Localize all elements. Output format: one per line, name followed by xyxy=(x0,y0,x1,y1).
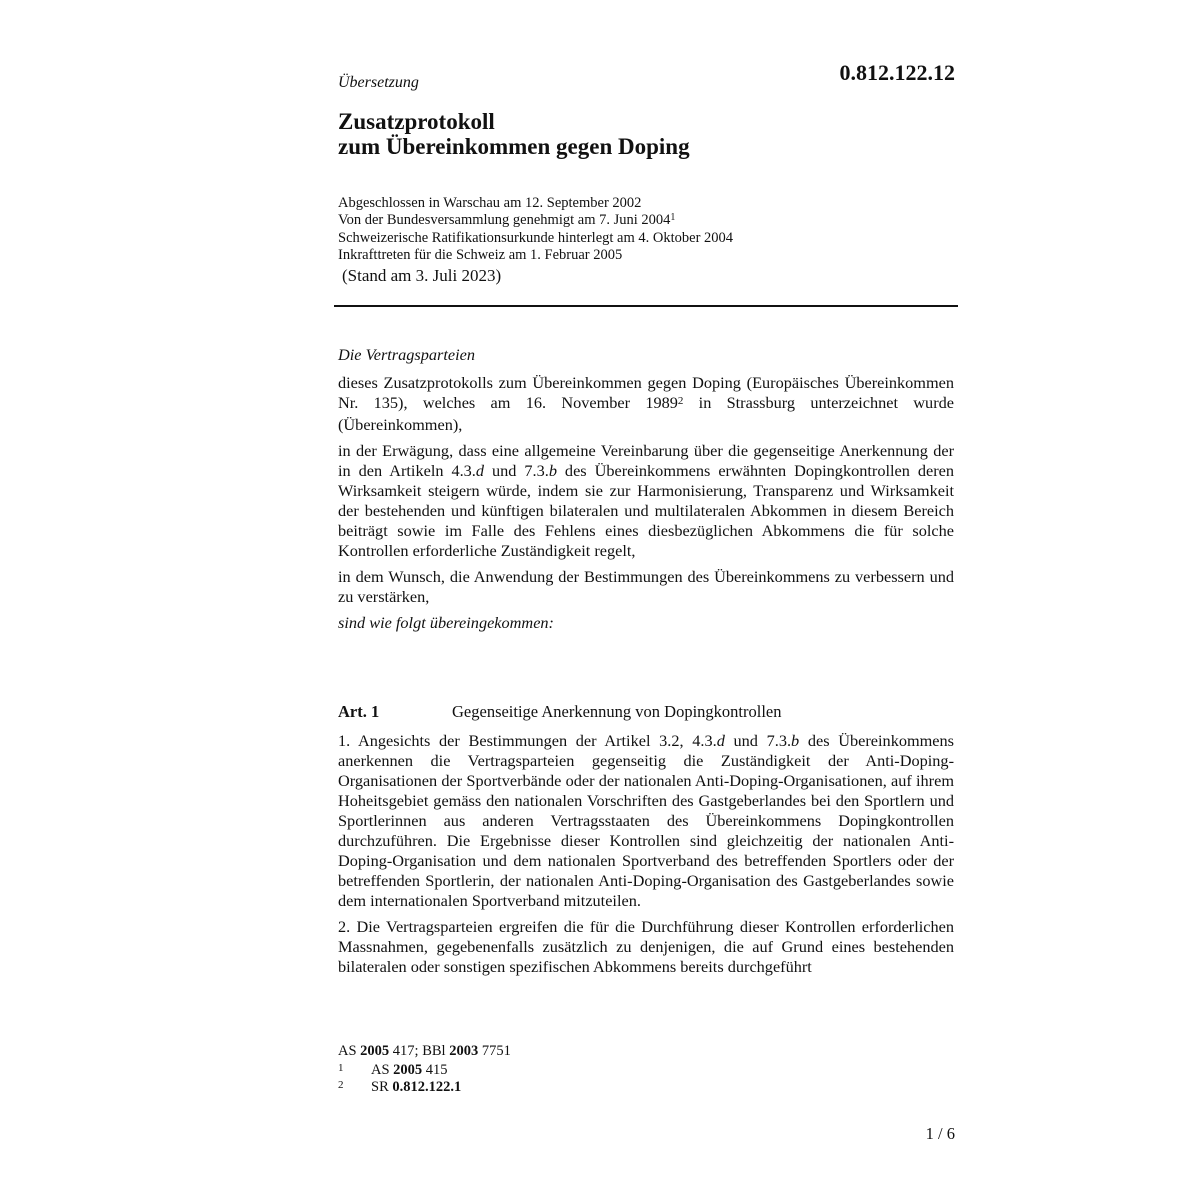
article-1-paragraph-2: 2. Die Vertragsparteien ergreifen die für die Durchführung dieser Kontrollen erforderlichen Massnahmen, gegebenenfalls zusätzlich zu denjenigen, die auf Grund eines bestehenden bilateralen oder sonstigen spezifischen Abkommens bereits durchgeführt xyxy=(338,917,954,976)
preamble xyxy=(338,373,954,639)
article-1-paragraph-1: 1. Angesichts der Bestimmungen der Artikel 3.2, 4.3.d und 7.3.b des Übereinkommens anerkennen die Vertragsparteien gegenseitig die Zuständigkeit der Anti-Doping-Organisationen der Sportverbände oder der nationalen Anti-Doping-Organisationen, auf ihrem Hoheitsgebiet gemäss den nationalen Vorschriften des Gastgeberlandes bei den Sportlern und Sportlerinnen aus anderen Vertragsstaaten des Übereinkommens Dopingkontrollen durchzuführen. Die Ergebnisse dieser Kontrollen sind gleichzeitig der nationalen Anti-Doping-Organisation und dem nationalen Sportverband des betreffenden Sportlers oder der betreffenden Sportlerin, der nationalen Anti-Doping-Organisation des Gastgeberlandes sowie dem internationalen Sportverband mitzuteilen. xyxy=(338,731,955,910)
footnote-1: 1 AS 2005 415 xyxy=(338,1062,448,1078)
status-date: (Stand am 3. Juli 2023) xyxy=(342,266,502,285)
article-1-heading xyxy=(338,702,954,722)
meta-concluded: Abgeschlossen in Warschau am 12. September 2002 xyxy=(338,195,642,211)
footnote-2: 2 SR 0.812.122.1 xyxy=(338,1079,462,1095)
translation-label: Übersetzung xyxy=(338,74,419,91)
title-line-1: Zusatzprotokoll xyxy=(338,109,495,134)
preamble-paragraph-2: in der Erwägung, dass eine allgemeine Vereinbarung über die gegenseitige Anerkennung der in den Artikeln 4.3.d und 7.3.b des Übereinkommens erwähnten Dopingkontrollen deren Wirksamkeit steigern würde, indem sie zur Harmonisierung, Transparenz und Wirksamkeit der bestehenden und künftigen bilateralen und multilateralen Abkommen in diesem Bereich beiträgt sowie im Falle des Fehlens eines diesbezüglichen Abkommens die für solche Kontrollen erforderliche Zuständigkeit regelt, xyxy=(338,441,954,560)
article-1-body xyxy=(338,731,954,983)
title-line-2: zum Übereinkommen gegen Doping xyxy=(338,134,690,159)
meta-approved-text: Von der Bundesversammlung genehmigt am 7. Juni 2004 xyxy=(338,212,671,228)
footnote-ref-1: 1 xyxy=(670,212,676,223)
document-title xyxy=(338,109,690,159)
page-number: 1 / 6 xyxy=(925,1124,955,1143)
meta-ratification: Schweizerische Ratifikationsurkunde hinterlegt am 4. Oktober 2004 xyxy=(338,230,734,246)
article-title: Gegenseitige Anerkennung von Dopingkontrollen xyxy=(452,702,782,721)
article-number: Art. 1 xyxy=(338,702,380,721)
source-reference: AS 2005 417; BBl 2003 7751 xyxy=(338,1043,511,1059)
sr-number: 0.812.122.12 xyxy=(839,60,955,85)
meta-in-force: Inkrafttreten für die Schweiz am 1. Februar 2005 xyxy=(338,247,623,263)
preamble-agreement: sind wie folgt übereingekommen: xyxy=(338,613,554,632)
document-metadata xyxy=(338,195,733,264)
preamble-heading: Die Vertragsparteien xyxy=(338,345,476,364)
header-divider xyxy=(334,305,958,307)
footnote-ref-2: 2 xyxy=(677,395,684,407)
preamble-paragraph-1: dieses Zusatzprotokolls zum Übereinkommen gegen Doping (Europäisches Übereinkommen Nr. 135), welches am 16. November 1989$^2$ in Strassburg unterzeichnet wurde (Übereinkommen), xyxy=(338,373,954,434)
meta-approved xyxy=(338,212,733,230)
preamble-paragraph-3: in dem Wunsch, die Anwendung der Bestimmungen des Übereinkommens zu verbessern und zu verstärken, xyxy=(338,567,954,606)
